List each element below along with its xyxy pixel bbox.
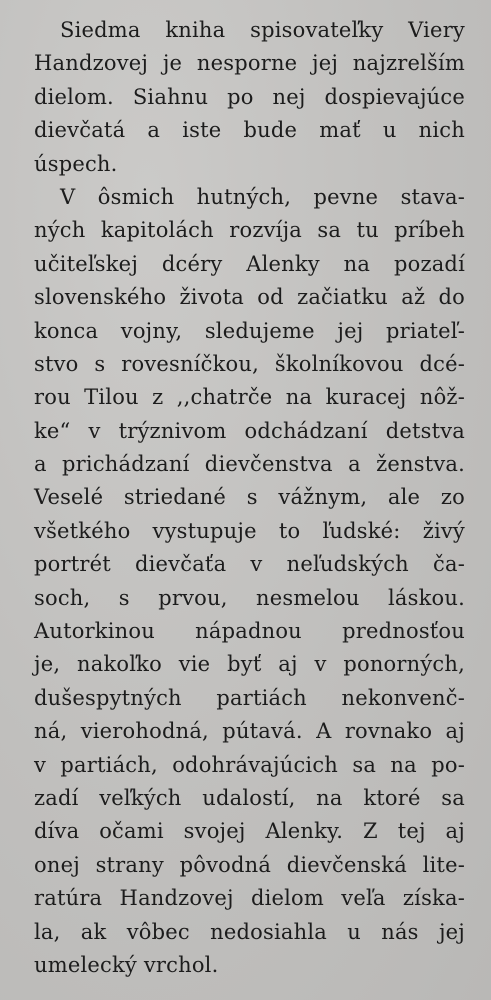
paragraph-1-line-2: Handzovej je nesporne jej najzrelším	[34, 51, 465, 76]
paragraph-2-line-22: ratúra Handzovej dielom veľa získa-	[34, 886, 465, 911]
paragraph-2-line-13: soch, s prvou, nesmelou láskou.	[34, 585, 465, 610]
paragraph-2-line-17: ná, vierohodná, pútavá. A rovnako aj	[34, 719, 465, 744]
paragraph-2-line-3: učiteľskej dcéry Alenky na pozadí	[34, 251, 465, 276]
paragraph-2-line-9: a prichádzaní dievčenstva a ženstva.	[34, 452, 465, 477]
paragraph-2-line-7: rou Tilou z ,,chatrče na kuracej nôž-	[34, 385, 465, 410]
paragraph-1-line-5: úspech.	[34, 151, 118, 176]
paragraph-2-line-15: je, nakoľko vie byť aj v ponorných,	[34, 652, 465, 677]
paragraph-2-line-10: Veselé striedané s vážnym, ale zo	[34, 485, 465, 510]
paragraph-2-line-8: ke“ v trýznivom odchádzaní detstva	[34, 418, 465, 443]
paragraph-2-line-5: konca vojny, sledujeme jej priateľ-	[34, 318, 465, 343]
paragraph-2-line-1: V ôsmich hutných, pevne stava-	[60, 184, 465, 209]
book-blurb-text	[34, 14, 465, 982]
paragraph-2-line-21: onej strany pôvodná dievčenská lite-	[34, 852, 465, 877]
paragraph-2-line-12: portrét dievčaťa v neľudských ča-	[34, 552, 465, 577]
paragraph-2-line-6: stvo s rovesníčkou, školníkovou dcé-	[34, 351, 465, 376]
paragraph-2-line-19: zadí veľkých udalostí, na ktoré sa	[34, 785, 465, 810]
paragraph-1-line-1: Siedma kniha spisovateľky Viery	[60, 18, 465, 42]
paragraph-2-line-20: díva očami svojej Alenky. Z tej aj	[34, 819, 465, 844]
paragraph-2-line-18: v partiách, odohrávajúcich sa na po-	[34, 752, 465, 777]
paragraph-2-line-2: ných kapitolách rozvíja sa tu príbeh	[34, 218, 465, 243]
paragraph-1-line-3: dielom. Siahnu po nej dospievajúce	[34, 84, 465, 109]
paragraph-1-line-4: dievčatá a iste bude mať u nich	[34, 118, 465, 143]
paragraph-2-line-16: dušespytných partiách nekonvenč-	[34, 685, 465, 710]
paragraph-2-line-14: Autorkinou nápadnou prednosťou	[34, 619, 465, 644]
paragraph-2-line-11: všetkého vystupuje to ľudské: živý	[34, 518, 465, 543]
paragraph-2-line-4: slovenského života od začiatku až do	[34, 285, 465, 310]
paragraph-2-line-24: umelecký vrchol.	[34, 952, 219, 977]
paragraph-2-line-23: la, ak vôbec nedosiahla u nás jej	[34, 919, 465, 944]
